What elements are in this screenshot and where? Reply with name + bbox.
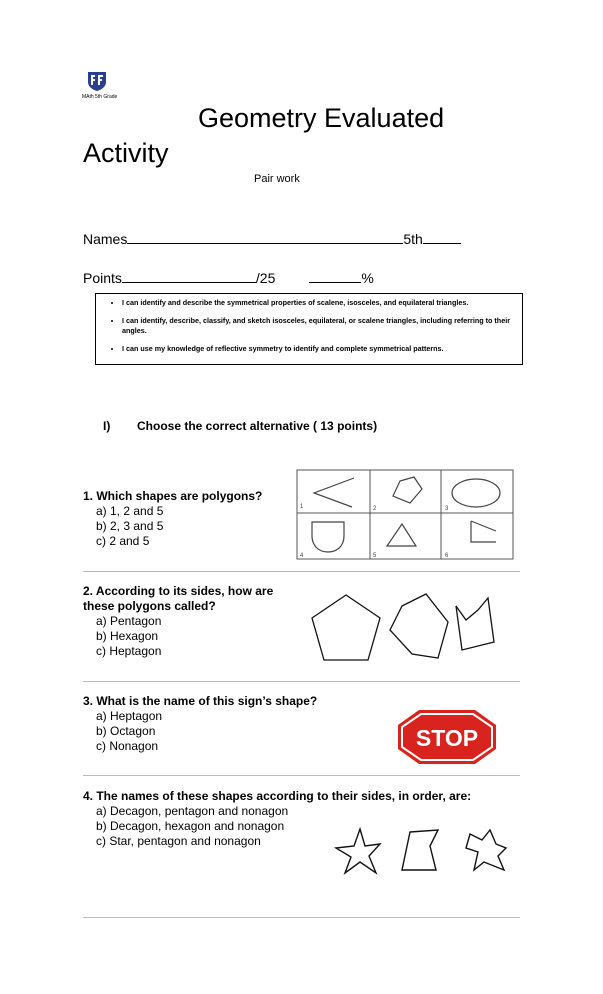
divider xyxy=(83,681,520,682)
question-2-option-b[interactable]: b) Hexagon xyxy=(96,629,159,643)
points-total: /25 xyxy=(255,270,276,286)
irregular-shapes-figure xyxy=(332,826,512,878)
logo-caption: MAth 5th Grade xyxy=(82,94,118,100)
points-field[interactable] xyxy=(83,270,374,286)
grid-label: 1 xyxy=(300,504,304,510)
question-1-option-c[interactable]: c) 2 and 5 xyxy=(96,534,150,548)
question-1-option-a[interactable]: a) 1, 2 and 5 xyxy=(96,504,164,518)
question-2-prompt-line2: these polygons called? xyxy=(83,599,216,613)
page-title-line2: Activity xyxy=(83,138,169,168)
grid-label: 4 xyxy=(300,553,304,559)
objective-item: • I can identify, describe, classify, and sketch isosceles, equilateral, or scalene triangles, including referring to their angles. xyxy=(122,316,516,336)
objective-item: • I can identify and describe the symmetrical properties of scalene, isosceles, and equilateral triangles. xyxy=(122,298,516,308)
question-3-option-a[interactable]: a) Heptagon xyxy=(96,709,163,723)
question-2 xyxy=(83,584,273,659)
percent-blank[interactable] xyxy=(309,270,361,283)
grid-label: 6 xyxy=(445,553,449,559)
question-3-option-c[interactable]: c) Nonagon xyxy=(96,739,159,753)
question-4-option-b[interactable]: b) Decagon, hexagon and nonagon xyxy=(96,819,285,833)
section-heading xyxy=(103,419,377,433)
question-2-prompt: 2. According to its sides, how are xyxy=(83,584,274,598)
objective-item: • I can use my knowledge of reflective symmetry to identify and complete symmetrical patterns. xyxy=(122,344,516,354)
polygons-figure xyxy=(308,590,508,666)
question-4-option-a[interactable]: a) Decagon, pentagon and nonagon xyxy=(96,804,289,818)
grade-blank[interactable] xyxy=(423,231,461,244)
question-3-prompt: 3. What is the name of this sign’s shape? xyxy=(83,694,318,708)
stop-sign-text: STOP xyxy=(415,725,479,751)
names-field[interactable] xyxy=(83,231,461,247)
stop-sign-figure xyxy=(397,709,497,765)
names-blank[interactable] xyxy=(127,231,403,244)
grid-label: 2 xyxy=(373,506,377,512)
page-title: Geometry Evaluated xyxy=(198,103,445,133)
grade-label: 5th xyxy=(403,231,423,247)
section-title: Choose the correct alternative ( 13 points) xyxy=(137,419,378,433)
divider xyxy=(83,775,520,776)
points-blank[interactable] xyxy=(122,270,256,283)
grid-label: 3 xyxy=(445,506,449,512)
objectives-box xyxy=(95,293,523,365)
school-logo xyxy=(86,70,108,92)
question-3 xyxy=(83,694,317,754)
question-4-prompt: 4. The names of these shapes according to their sides, in order, are: xyxy=(83,789,472,803)
section-number: I) xyxy=(103,419,111,433)
question-1 xyxy=(83,489,262,549)
divider xyxy=(83,571,520,572)
percent-sign: % xyxy=(361,270,374,286)
question-1-option-b[interactable]: b) 2, 3 and 5 xyxy=(96,519,164,533)
names-label: Names xyxy=(83,231,128,247)
grid-label: 5 xyxy=(373,553,377,559)
question-3-option-b[interactable]: b) Octagon xyxy=(96,724,156,738)
pair-work-label: Pair work xyxy=(254,173,300,185)
question-2-option-a[interactable]: a) Pentagon xyxy=(96,614,162,628)
question-2-option-c[interactable]: c) Heptagon xyxy=(96,644,162,658)
points-label: Points xyxy=(83,270,122,286)
question-1-prompt: 1. Which shapes are polygons? xyxy=(83,489,263,503)
question-4-option-c[interactable]: c) Star, pentagon and nonagon xyxy=(96,834,261,848)
divider xyxy=(83,917,520,918)
shapes-grid-figure xyxy=(296,469,514,560)
